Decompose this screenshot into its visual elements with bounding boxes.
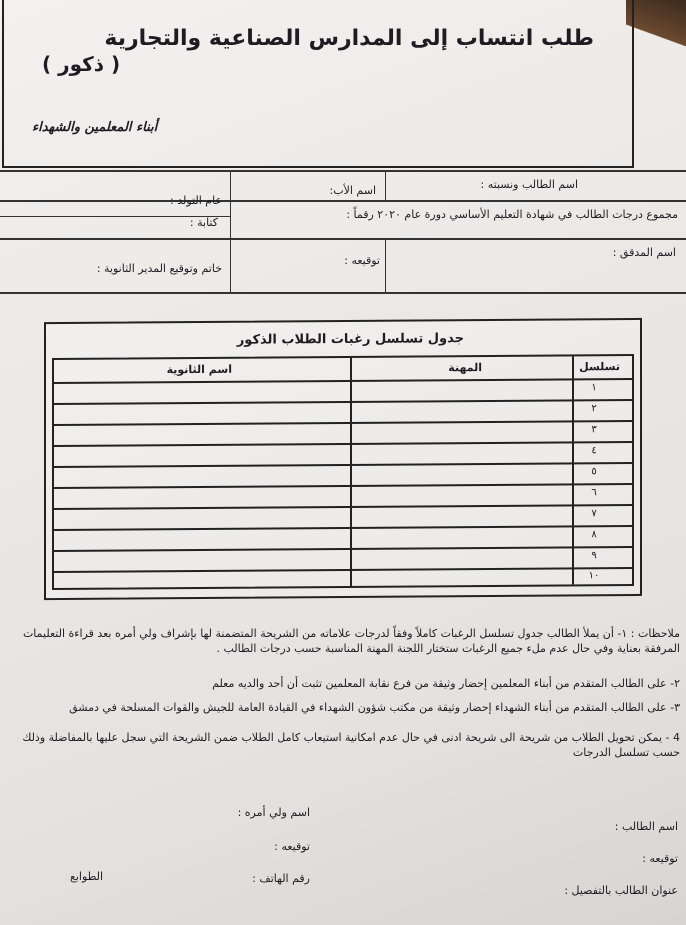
row-number: ٢ (591, 403, 597, 415)
student-address-field[interactable]: عنوان الطالب بالتفصيل : (564, 884, 678, 897)
row-number: ٦ (591, 487, 597, 499)
school-header: اسم الثانوية (166, 362, 232, 377)
guardian-name-field[interactable]: اسم ولي أمره : (237, 806, 310, 819)
row-number: ٣ (591, 424, 597, 436)
row-number: ١٠ (588, 570, 600, 582)
table-grid (52, 354, 634, 590)
auditor-name-field[interactable]: اسم المدقق : (612, 246, 676, 259)
profession-header: المهنة (448, 361, 482, 375)
row-number: ٥ (591, 466, 597, 478)
stamps-label: الطوابع (70, 870, 104, 883)
form-subtitle: ( ذكور ) (42, 52, 121, 76)
father-name-field[interactable]: اسم الأب: (329, 184, 376, 197)
row-number: ٩ (591, 550, 597, 562)
note-2: ٢- على الطالب المتقدم من أبناء المعلمين إحضار وثيقة من فرع نقابة المعلمين تثبت أن أحد والديه معلم (212, 677, 680, 690)
row-number: ٨ (591, 529, 597, 541)
row-number: ١ (591, 382, 597, 394)
total-marks-field[interactable]: مجموع درجات الطالب في شهادة التعليم الأساسي دورة عام ٢٠٢٠ رقماً : (346, 208, 678, 221)
principal-stamp-field[interactable]: خاتم وتوقيع المدير الثانوية : (96, 262, 222, 275)
note-4: 4 - يمكن تحويل الطلاب من شريحة الى شريحة ادنى في حال عدم امكانية استيعاب كامل الطلاب ضمن الشريحة التي سجل عليها بالمفاضلة وذلك حسب تسلسل الدرجات (22, 731, 680, 759)
student-name-sign-field[interactable]: اسم الطالب : (614, 820, 678, 833)
student-signature-field[interactable]: توقيعه : (642, 852, 678, 865)
preferences-table (44, 318, 644, 602)
guardian-signature-field[interactable]: توقيعه : (274, 840, 310, 853)
birth-year-field[interactable]: عام التولد : (170, 194, 222, 207)
row-number: ٤ (591, 445, 597, 457)
row-number: ٧ (591, 508, 597, 520)
serial-header: تسلسل (579, 360, 620, 374)
background-corner (626, 0, 686, 70)
student-name-field[interactable]: اسم الطالب ونسبته : (480, 178, 578, 191)
form-title: طلب انتساب إلى المدارس الصناعية والتجارية (104, 26, 594, 51)
marks-in-words-field[interactable]: كتابة : (189, 216, 218, 229)
phone-field[interactable]: رقم الهاتف : (252, 872, 310, 885)
auditor-signature-field[interactable]: توقيعه : (344, 254, 380, 267)
table-title: جدول تسلسل رغبات الطلاب الذكور (236, 331, 464, 348)
form-category: أبناء المعلمين والشهداء (32, 120, 158, 135)
note-1: ملاحظات : ١- أن يملأ الطالب جدول تسلسل الرغبات كاملاً وفقاً لدرجات علاماته من الشريحة المتضمنة لها بإشراف ولي أمره بعد قراءة التعليمات المرفقة بعناية وفي حال عدم ملء جميع الرغبات ستختار اللجنة المهنة المناسبة حسب درجات الطالب . (22, 627, 680, 655)
note-3: ٣- على الطالب المتقدم من أبناء الشهداء إحضار وثيقة من مكتب شؤون الشهداء في القيادة العامة للجيش والقوات المسلحة في دمشق (69, 701, 680, 714)
